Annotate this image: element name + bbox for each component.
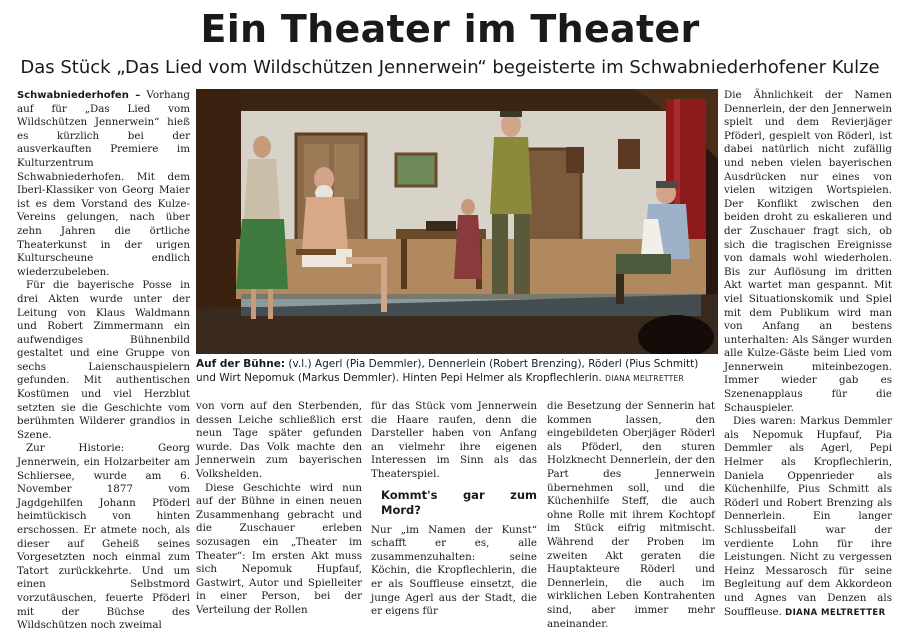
stage-photo-image bbox=[196, 89, 718, 354]
headline: Ein Theater im Theater bbox=[200, 7, 700, 51]
paragraph: Die Ähnlichkeit der Namen Dennerlein, der den Jennerwein spielt und dem Revierjäger Pföderl, gespielt von Röderl, ist dabei natürlich nicht zufällig und neben vielen bayerischen Ausdrücken nur eines von vielen witzigen Wortspielen. Der Konflikt zwischen den beiden droht zu eskalieren und der Zuschauer fragt sich, ob sich die tragischen Ereignisse von damals wohl wiederholen. Bis zur Auflösung im dritten Akt wartet man gespannt. Mit viel Situationskomik und Spiel mit dem Publikum wird man von Anfang an bestens unterhalten: Als Sänger wurden alle Kulze-Gäste beim Lied vom Jennerwein miteinbezogen. Immer wieder gab es Szenenapplaus für die Schauspieler. bbox=[724, 89, 892, 414]
paragraph-text: Vorhang auf für „Das Lied vom Wildschützen Jennerwein“ hieß es kürzlich bei der ausverkauften Premiere im Kulturzentrum Schwabniederhofen. Mit dem Iberl-Klassiker von Georg Maier ist es dem Vorstand des Kulze-Vereins gelungen, nach über zehn Jahren die örtliche Theaterkunst in der urigen Kulturscheune endlich wiederzubeleben. bbox=[17, 89, 190, 278]
article-column-4 bbox=[547, 400, 715, 631]
photo-caption bbox=[196, 358, 718, 385]
paragraph: für das Stück vom Jennerwein die Haare raufen, denn die Darsteller haben von Anfang an vielmehr ihre eigenen Interessen im Sinn als das Theaterspiel. bbox=[371, 400, 537, 480]
subheadline: Das Stück „Das Lied vom Wildschützen Jennerwein“ begeisterte im Schwabniederhofener Kulze bbox=[20, 57, 880, 78]
article-column-5 bbox=[724, 89, 892, 620]
paragraph: von vorn auf den Sterbenden, dessen Leiche schließlich erst neun Tage später gefunden wurde. Das Volk machte den Jennerwein zum bayerischen Volkshelden. bbox=[196, 400, 362, 480]
article-column-2 bbox=[196, 400, 362, 618]
paragraph-text: Dies waren: Markus Demmler als Nepomuk Hupfauf, Pia Demmler als Agerl, Pepi Helmer als Kropflechlerin, Daniela Oppenrieder als Küchenhilfe, Pius Schmitt als Röderl und Robert Brenzing als Dennerlein. Ein langer Schlussbeifall war der verdiente Lohn für ihre Leistungen. Nicht zu vergessen Heinz Messarosch für seine Begleitung auf dem Akkordeon und Agnes van Denzen als Souffleuse. bbox=[724, 415, 892, 618]
section-subhead: Kommt's gar zum Mord? bbox=[381, 487, 537, 517]
dateline: Schwabniederhofen – bbox=[17, 90, 141, 101]
paragraph: die Besetzung der Sennerin hat kommen lassen, den eingebildeten Oberjäger Röderl als Pföderl, den sturen Holzknecht Dennerlein, der den Part des Jennerwein übernehmen soll, und die Küchenhilfe Steff, die auch ohne Rolle mit ihrem Kochtopf im Stück eifrig mitmischt. Während der Proben im zweiten Akt geraten die Hauptakteure Röderl und Dennerlein, die auch im wirklichen Leben Kontrahenten sind, aber immer mehr aneinander. bbox=[547, 400, 715, 630]
paragraph bbox=[17, 89, 190, 279]
paragraph: Nur „im Namen der Kunst“ schafft er es, alle zusammenzuhalten: seine Köchin, die Kropflechlerin, die er als Souffleuse einsetzt, die junge Agerl aus der Stadt, die er eigens für bbox=[371, 523, 537, 618]
article-column-1 bbox=[17, 89, 190, 633]
stage-photo bbox=[196, 89, 718, 354]
paragraph bbox=[724, 415, 892, 620]
caption-lead: Auf der Bühne: bbox=[196, 358, 286, 370]
paragraph: Diese Geschichte wird nun auf der Bühne in einen neuen Zusammenhang gebracht und die Zuschauer erleben sozusagen ein „Theater im Theater“: Im ersten Akt muss sich Nepomuk Hupfauf, Gastwirt, Autor und Spielleiter in einer Person, bei der Verteilung der Rollen bbox=[196, 481, 362, 616]
paragraph: Zur Historie: Georg Jennerwein, ein Holzarbeiter am Schliersee, wurde am 6. November 1877 vom Jagdgehilfen Johann Pföderl heimtückisch von hinten erschossen. Er atmete noch, als dieser auf Geheiß seines Vorgesetzten noch einmal zum Tatort zurückkehrte. Und um einen Selbstmord vorzutäuschen, feuerte Pföderl mit der Büchse des Wildschützen noch zweimal bbox=[17, 442, 190, 632]
caption-text: (v.l.) Agerl (Pia Demmler), Dennerlein (Robert Brenzing), Röderl (Pius Schmitt) und Wirt Nepomuk (Markus Demmler). Hinten Pepi Helmer als Kropflechlerin. bbox=[196, 358, 699, 384]
paragraph: Für die bayerische Posse in drei Akten wurde unter der Leitung von Klaus Waldmann und Robert Zimmermann ein aufwendiges Bühnenbild gestaltet und eine Gruppe von sechs Laienschauspielern gefunden. Mit authentischen Kostümen und viel Herzblut setzten sie die Geschichte vom berühmten Wilderer grandios in Szene. bbox=[17, 279, 190, 441]
article-column-3 bbox=[371, 400, 537, 619]
author-credit: DIANA MELTRETTER bbox=[785, 607, 886, 618]
photo-credit: DIANA MELTRETTER bbox=[605, 373, 685, 383]
